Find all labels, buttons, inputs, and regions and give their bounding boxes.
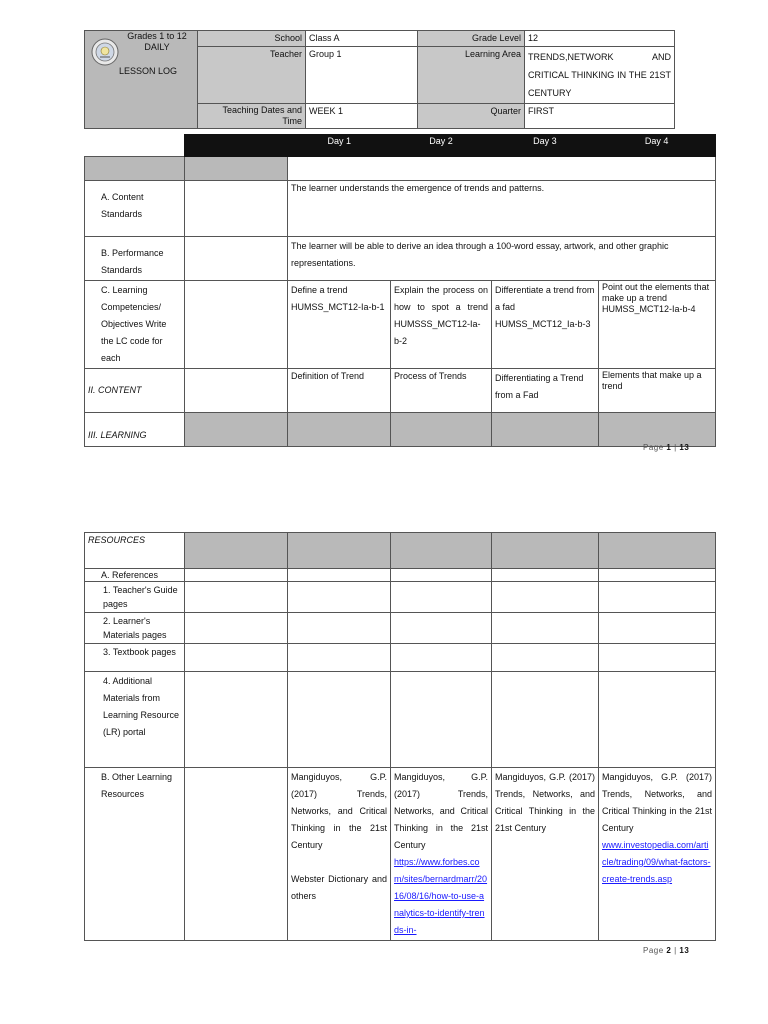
references-label: A. References	[85, 569, 185, 582]
reference-text: Mangiduyos, G.P. (2017) Trends, Networks, and Critical Thinking in the 21st Century	[291, 772, 387, 850]
learning-blank-4	[492, 413, 599, 447]
day-header-bar	[185, 135, 716, 157]
objectives-label-cell	[85, 157, 185, 181]
content-label: II. CONTENT	[85, 369, 185, 413]
additional-materials-label: 4. Additional Materials from Learning Resource (LR) portal	[85, 672, 185, 768]
resources-blank-3	[391, 533, 492, 569]
performance-standards-text: The learner will be able to derive an idea through a 100-word essay, artwork, and other graphic representations.	[288, 237, 716, 281]
reference-link[interactable]: www.investopedia.com/article/trading/09/what-factors-create-trends.asp	[602, 840, 711, 884]
other-resources-day-4	[599, 768, 716, 941]
reference-text: Mangiduyos, G.P. (2017) Trends, Networks, and Critical Thinking in the 21st Century	[495, 772, 595, 833]
day-2-header: Day 2	[429, 136, 453, 146]
grade-level-label: Grade Level	[418, 31, 525, 47]
reference-text: Mangiduyos, G.P. (2017) Trends, Networks, and Critical Thinking in the 21st Century	[602, 772, 712, 833]
performance-standards-label: B. Performance Standards	[85, 237, 185, 281]
day-3-header: Day 3	[533, 136, 557, 146]
page-total: 13	[679, 443, 690, 452]
page-word: Page	[643, 946, 664, 955]
learning-blank-5	[599, 413, 716, 447]
content-standards-label: A. Content Standards	[85, 181, 185, 237]
competency-day-2: Explain the process on how to spot a trend HUMSSS_MCT12-Ia-b-2	[391, 281, 492, 369]
dates-value: WEEK 1	[306, 104, 418, 129]
learners-materials-label: 2. Learner's Materials pages	[85, 613, 185, 644]
page-num: 1	[666, 443, 672, 452]
page-number-2: Page 2 | 13	[643, 946, 690, 955]
day-1-header: Day 1	[327, 136, 351, 146]
other-resources-day-1	[288, 768, 391, 941]
teacher-label: Teacher	[198, 47, 306, 104]
learning-blank-1	[185, 413, 288, 447]
lesson-table	[84, 134, 716, 447]
content-day-1: Definition of Trend	[288, 369, 391, 413]
textbook-label: 3. Textbook pages	[85, 644, 185, 672]
grade-level-value: 12	[525, 31, 675, 47]
resources-blank-5	[599, 533, 716, 569]
competency-day-3: Differentiate a trend from a fad HUMSS_MCT12_Ia-b-3	[492, 281, 599, 369]
competencies-label: C. Learning Competencies/ Objectives Write the LC code for each	[85, 281, 185, 369]
other-resources-label: B. Other Learning Resources	[85, 768, 185, 941]
school-label: School	[198, 31, 306, 47]
competency-day-4: Point out the elements that make up a trend HUMSS_MCT12-Ia-b-4	[599, 281, 716, 369]
learning-area-label: Learning Area	[418, 47, 525, 104]
content-day-3: Differentiating a Trend from a Fad	[492, 369, 599, 413]
other-resources-blank	[185, 768, 288, 941]
dates-label: Teaching Dates and Time	[198, 104, 306, 129]
reference-link[interactable]: https://www.forbes.com/sites/bernardmarr/2016/08/16/how-to-use-analytics-to-identify-trends-in-	[394, 857, 488, 935]
content-standards-blank	[185, 181, 288, 237]
teachers-guide-label: 1. Teacher's Guide pages	[85, 582, 185, 613]
page-number-1: Page 1 | 13	[643, 443, 690, 452]
page-word: Page	[643, 443, 664, 452]
content-day-2: Process of Trends	[391, 369, 492, 413]
learning-label: III. LEARNING	[85, 413, 185, 447]
content-day-4: Elements that make up a trend	[599, 369, 716, 413]
page-total: 13	[679, 946, 690, 955]
content-standards-text: The learner understands the emergence of trends and patterns.	[288, 181, 716, 237]
blank-corner	[85, 135, 185, 157]
school-value: Class A	[306, 31, 418, 47]
header-table	[84, 30, 675, 129]
other-resources-day-2	[391, 768, 492, 941]
objectives-blank	[185, 157, 288, 181]
page-num: 2	[666, 946, 672, 955]
performance-standards-blank	[185, 237, 288, 281]
objectives-cell	[288, 157, 716, 181]
learning-blank-3	[391, 413, 492, 447]
teacher-value: Group 1	[306, 47, 418, 104]
resources-blank-1	[185, 533, 288, 569]
other-resources-day-3	[492, 768, 599, 941]
lesson-log-label: LESSON LOG	[118, 66, 178, 76]
day-4-header: Day 4	[644, 136, 669, 146]
reference-text: Mangiduyos, G.P. (2017) Trends, Networks, and Critical Thinking in the 21st Century	[394, 772, 488, 850]
deped-seal-icon	[91, 38, 119, 66]
reference-extra: Webster Dictionary and others	[291, 874, 387, 901]
competency-day-1: Define a trend HUMSS_MCT12-Ia-b-1	[288, 281, 391, 369]
content-blank	[185, 369, 288, 413]
learning-blank-2	[288, 413, 391, 447]
quarter-value: FIRST	[525, 104, 675, 129]
learning-area-value: TRENDS,NETWORK AND CRITICAL THINKING IN THE 21ST CENTURY	[525, 47, 675, 104]
resources-blank-2	[288, 533, 391, 569]
grades-label: Grades 1 to 12	[127, 31, 187, 41]
quarter-label: Quarter	[418, 104, 525, 129]
resources-table	[84, 532, 716, 941]
resources-label: RESOURCES	[85, 533, 185, 569]
deped-logo-cell	[85, 31, 198, 129]
competencies-blank	[185, 281, 288, 369]
daily-label: DAILY	[144, 42, 170, 52]
resources-blank-4	[492, 533, 599, 569]
